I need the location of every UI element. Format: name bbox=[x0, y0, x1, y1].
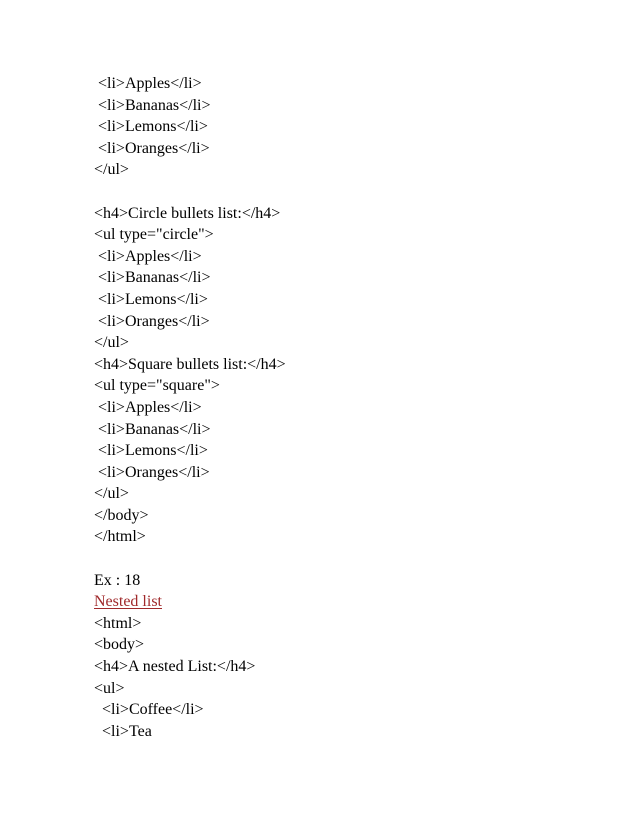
code-line: <li>Apples</li> bbox=[94, 247, 202, 265]
code-line: <li>Apples</li> bbox=[94, 75, 202, 92]
code-line: </body> bbox=[94, 506, 149, 524]
code-line: <body> bbox=[94, 636, 145, 654]
code-line: <html> bbox=[94, 614, 142, 632]
code-line: <li>Apples</li> bbox=[94, 398, 202, 416]
code-line: <li>Oranges</li> bbox=[94, 463, 210, 481]
code-line: <h4>Circle bullets list:</h4> bbox=[94, 204, 281, 222]
code-line: </html> bbox=[94, 528, 146, 546]
code-line: <h4>Square bullets list:</h4> bbox=[94, 355, 286, 373]
blank-line bbox=[94, 181, 286, 203]
code-line: <li>Oranges</li> bbox=[94, 139, 210, 157]
code-line: <li>Bananas</li> bbox=[94, 269, 211, 287]
code-line: <ul type="circle"> bbox=[94, 226, 214, 244]
code-line: <ul> bbox=[94, 679, 125, 697]
code-line: </ul> bbox=[94, 334, 129, 352]
nested-list-link[interactable]: Nested list bbox=[94, 593, 162, 611]
example-title-row bbox=[94, 591, 286, 613]
code-line: <ul type="square"> bbox=[94, 377, 220, 395]
code-line: <li>Bananas</li> bbox=[94, 96, 211, 114]
code-line: <li>Lemons</li> bbox=[94, 118, 208, 136]
code-line: <li>Coffee</li> bbox=[94, 701, 204, 719]
code-line: <li>Tea bbox=[94, 722, 152, 740]
code-line: <li>Lemons</li> bbox=[94, 290, 208, 308]
code-line: <h4>A nested List:</h4> bbox=[94, 658, 256, 676]
blank-line bbox=[94, 548, 286, 570]
code-line: </ul> bbox=[94, 161, 129, 179]
code-line: <li>Oranges</li> bbox=[94, 312, 210, 330]
code-line: </ul> bbox=[94, 485, 129, 503]
example-number: Ex : 18 bbox=[94, 571, 141, 589]
code-line: <li>Bananas</li> bbox=[94, 420, 211, 438]
code-line: <li>Lemons</li> bbox=[94, 442, 208, 460]
document-page bbox=[94, 73, 286, 742]
